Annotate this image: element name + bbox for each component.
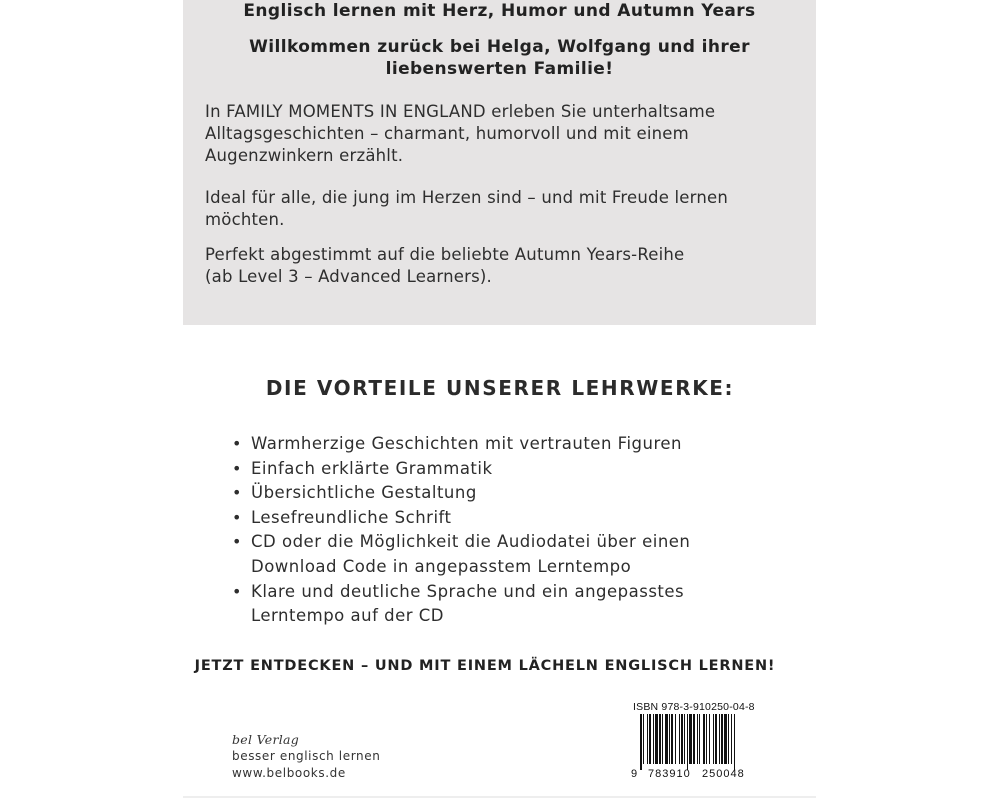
welcome-heading [183,36,816,80]
barcode-bar [647,714,648,764]
barcode-bar [728,714,729,764]
barcode-bar [662,714,663,764]
advantage-item [232,457,792,482]
barcode-bar [681,714,683,764]
barcode-bar [697,714,698,764]
advantage-text: Warmherzige Geschichten mit vertrauten Figuren [251,434,682,453]
advantage-text: Lerntempo auf der CD [251,606,445,626]
intro-paragraph-3-line-2: (ab Level 3 – Advanced Learners). [205,267,492,286]
intro-heading: Englisch lernen mit Herz, Humor und Autumn Years [243,1,756,21]
advantage-item [232,530,792,555]
barcode-bar [721,714,723,764]
isbn-label: ISBN 978-3-910250-04-8 [633,701,755,713]
barcode-bar [689,714,692,764]
welcome-heading-line-2: liebenswerten Familie! [385,59,614,79]
bullet-icon: • [232,581,242,601]
barcode-bar [684,714,685,764]
bullet-icon: • [232,507,242,527]
barcode-digits-group-2: 250048 [702,768,745,780]
barcode-bar [715,714,717,764]
publisher-logo: bel Verlag [232,732,300,747]
bullet-icon: • [232,483,242,503]
barcode-bar [671,714,673,764]
intro-paragraph-1-line-1: In FAMILY MOMENTS IN ENGLAND erleben Sie unterhaltsame [205,102,716,121]
barcode-bar [706,714,707,764]
intro-paragraph-2-line-2: möchten. [205,210,285,229]
barcode-bar [640,714,642,770]
intro-paragraph-1-line-2: Alltagsgeschichten – charmant, humorvoll und mit einem [205,124,689,143]
advantage-item [232,506,792,531]
advantage-item-continuation [232,555,792,580]
barcode-bar [669,714,670,764]
advantage-text: Übersichtliche Gestaltung [251,483,477,503]
publisher-tagline: besser englisch lernen [232,749,381,763]
advantage-text: CD oder die Möglichkeit die Audiodatei über einen [251,532,691,552]
barcode-lead-digit: 9 [631,768,639,780]
advantage-text: Einfach erklärte Grammatik [251,458,493,478]
intro-paragraph-3-line-1: Perfekt abgestimmt auf die beliebte Autumn Years-Reihe [205,245,685,264]
advantage-item-continuation [232,604,792,629]
advantage-item [232,432,792,457]
intro-paragraph-2-line-1: Ideal für alle, die jung im Herzen sind – und mit Freude lernen [205,188,729,207]
advantage-text: Lesefreundliche Schrift [251,507,452,527]
call-to-action: JETZT ENTDECKEN – UND MIT EINEM LÄCHELN ENGLISCH LERNEN! [194,658,776,674]
barcode-bar [699,714,700,764]
barcode-bar [687,714,688,770]
advantages-list [232,432,792,629]
bullet-icon: • [232,434,242,453]
barcode-bar [665,714,668,764]
barcode-bar [731,714,732,764]
barcode-bar [679,714,680,764]
intro-paragraph-3 [205,244,805,288]
intro-paragraph-2 [205,187,805,231]
barcode-bar [724,714,727,764]
barcode-bar [734,714,735,770]
barcode-icon [630,714,762,770]
advantage-text: Download Code in angepasstem Lerntempo [251,556,632,576]
barcode-bar [659,714,661,764]
barcode-bar [709,714,710,764]
barcode-bar [713,714,714,764]
welcome-heading-line-1: Willkommen zurück bei Helga, Wolfgang und ihrer [249,37,750,57]
advantage-text: Klare und deutliche Sprache und ein angepasstes [251,581,685,601]
barcode-bar [675,714,676,764]
bullet-icon: • [232,532,242,552]
barcode-bar [649,714,651,764]
barcode-digits-group-1: 783910 [648,768,691,780]
intro-paragraph-1 [205,101,805,167]
advantage-item [232,481,792,506]
intro-paragraph-1-line-3: Augenzwinkern erzählt. [205,146,404,165]
barcode-bar [653,714,654,764]
barcode-bar [719,714,720,764]
publisher-website: www.belbooks.de [232,766,346,780]
advantages-title: DIE VORTEILE UNSERER LEHRWERKE: [265,376,735,400]
barcode-bar [655,714,658,764]
advantage-item [232,580,792,605]
barcode-bar [703,714,705,764]
bullet-icon: • [232,458,242,478]
bottom-divider [183,796,816,798]
barcode-bar [643,714,644,764]
barcode-bar [693,714,695,764]
